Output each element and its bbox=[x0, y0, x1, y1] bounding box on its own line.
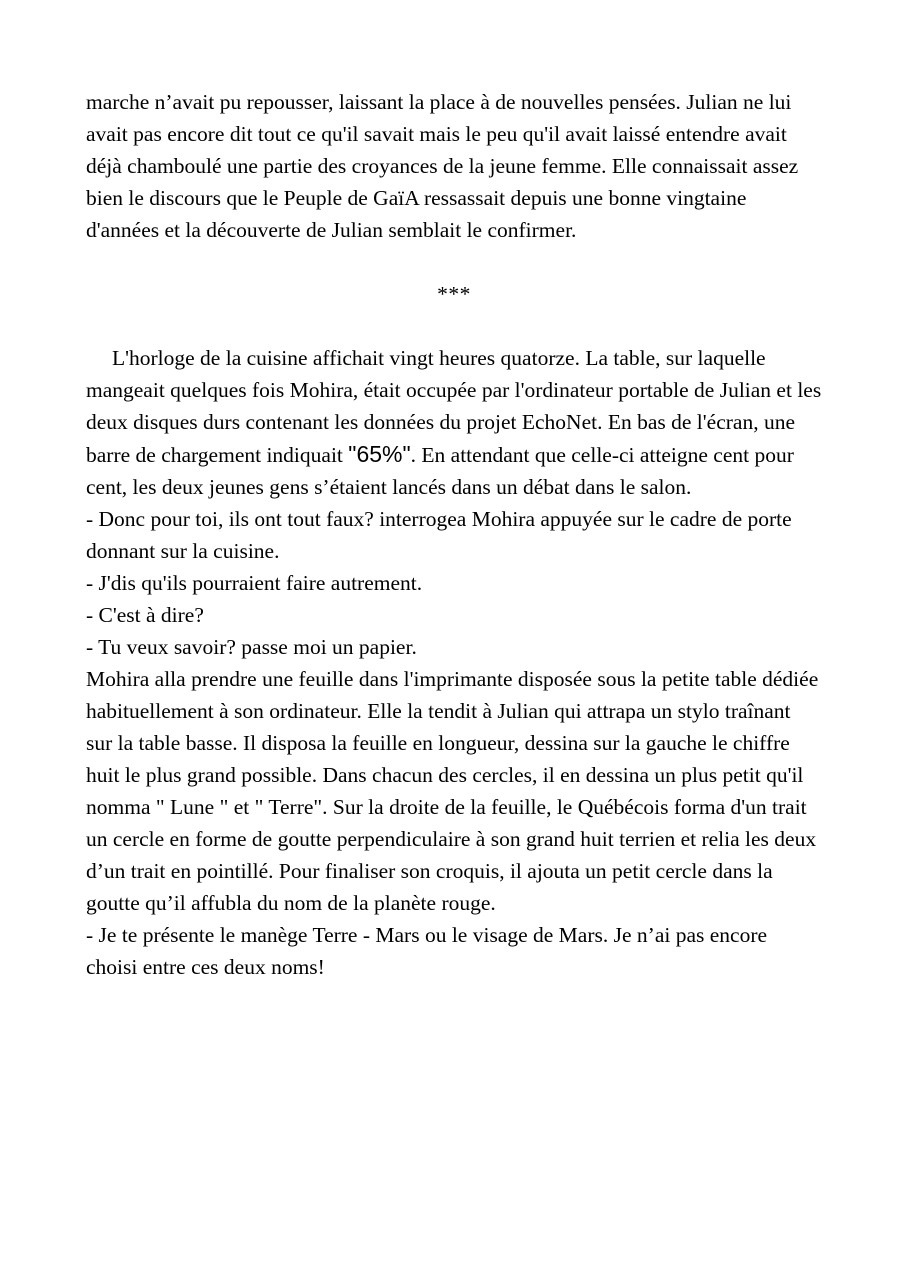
dialogue-line-julian-reply: - J'dis qu'ils pourraient faire autrement. bbox=[86, 571, 423, 595]
paragraph-sketch-description: Mohira alla prendre une feuille dans l'imprimante disposée sous la petite table dédiée habituellement à son ordinateur. Elle la tendit à Julian qui attrapa un stylo traînant sur la table basse. Il disposa la feuille en longueur, dessina sur la gauche le chiffre huit le plus grand possible. Dans chacun des cercles, il en dessina un plus petit qu'il nomma " Lune " et " Terre". Sur la droite de la feuille, le Québécois forma d'un trait un cercle en forme de goutte perpendiculaire à son grand huit terrien et relia les deux d’un trait en pointillé. Pour finaliser son croquis, il ajouta un petit cercle dans la goutte qu’il affubla du nom de la planète rouge. bbox=[86, 667, 819, 915]
dialogue-line-mohira-question: - Donc pour toi, ils ont tout faux? interrogea Mohira appuyée sur le cadre de porte donnant sur la cuisine. bbox=[86, 507, 792, 563]
text-column bbox=[86, 86, 822, 983]
paragraph-narrative-opening: marche n’avait pu repousser, laissant la place à de nouvelles pensées. Julian ne lui avait pas encore dit tout ce qu'il savait mais le peu qu'il avait laissé entendre avait déjà chamboulé une partie des croyances de la jeune femme. Elle connaissait assez bien le discours que le Peuple de GaïA ressassait depuis une bonne vingtaine d'années et la découverte de Julian semblait le confirmer. bbox=[86, 90, 799, 242]
dialogue-line-mohira-clarify: - C'est à dire? bbox=[86, 603, 204, 627]
paragraph-text-before-percentage: L'horloge de la cuisine affichait vingt heures quatorze. La table, sur laquelle mangeait quelques fois Mohira, était occupée par l'ordinateur portable de Julian et les deux disques durs contenant les données du projet EchoNet. En bas de l'écran, une barre de chargement indiquait bbox=[86, 346, 822, 467]
dialogue-line-julian-presentation: - Je te présente le manège Terre - Mars ou le visage de Mars. Je n’ai pas encore choisi entre ces deux noms! bbox=[86, 923, 768, 979]
paragraph-text-after-percentage: . En attendant que celle-ci atteigne cent pour cent, les deux jeunes gens s’étaient lancés dans un débat dans le salon. bbox=[86, 443, 794, 499]
paragraph-gap-before-separator bbox=[86, 246, 822, 278]
paragraph-gap-after-separator bbox=[86, 310, 822, 342]
dialogue-line-julian-paper: - Tu veux savoir? passe moi un papier. bbox=[86, 635, 417, 659]
paragraph-kitchen-scene bbox=[86, 342, 822, 503]
scene-separator: *** bbox=[437, 282, 471, 306]
loading-percentage-value: "65%" bbox=[348, 441, 411, 467]
